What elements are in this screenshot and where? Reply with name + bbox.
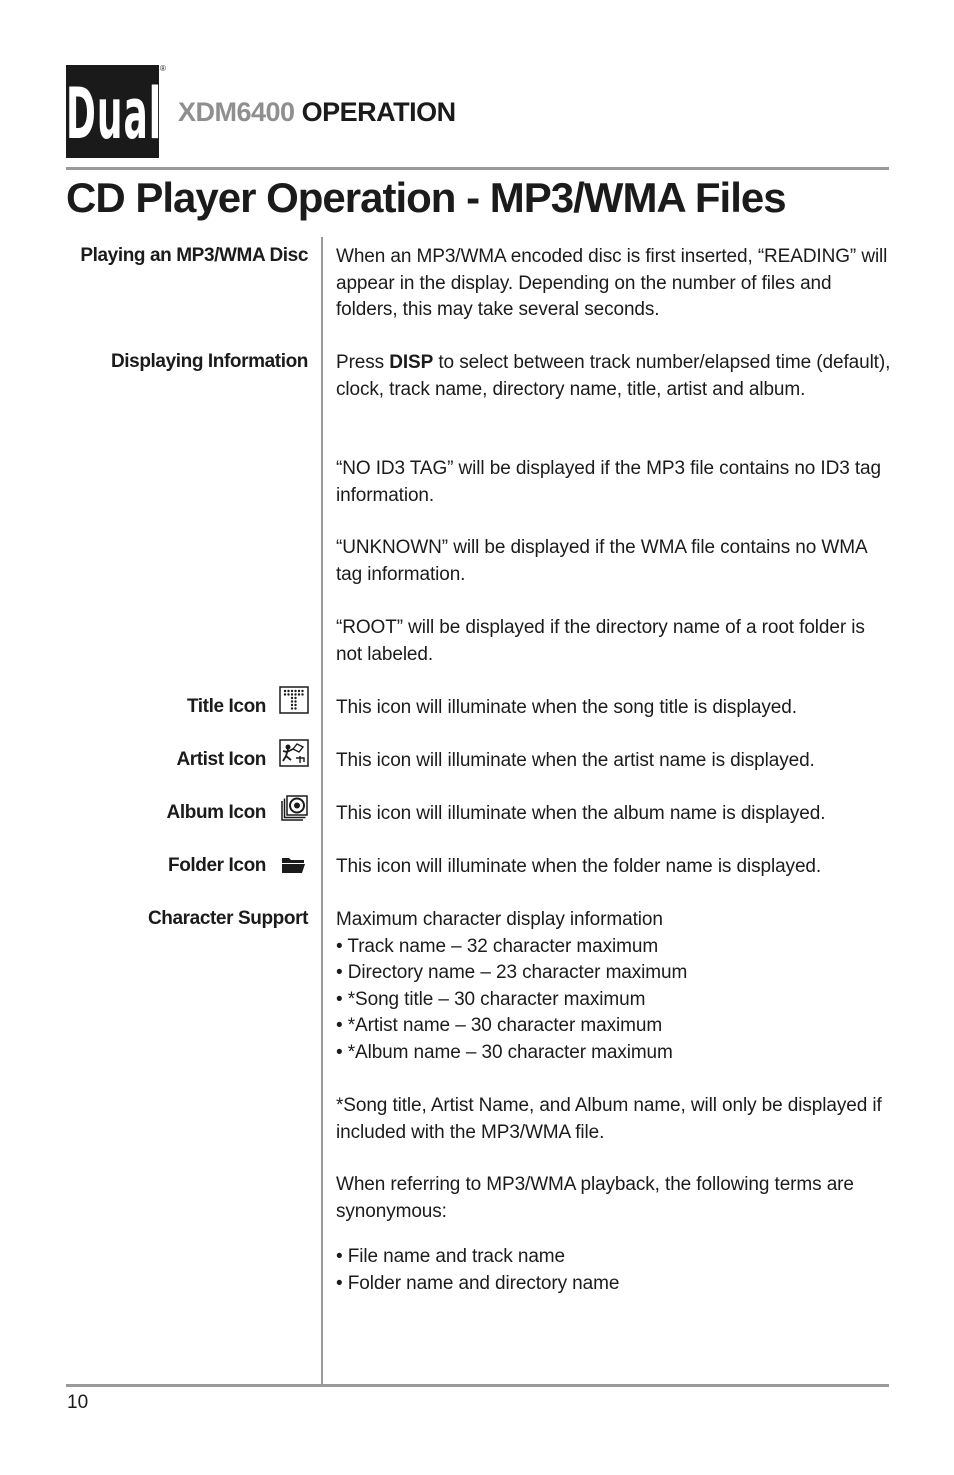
list-item: • Directory name – 23 character maximum [336, 962, 688, 984]
terms-intro: When referring to MP3/WMA playback, the following terms are synonymous: [336, 1174, 854, 1222]
list-item: • *Album name – 30 character maximum [336, 1041, 673, 1063]
text-unknown [336, 535, 896, 588]
section-name: OPERATION [301, 97, 456, 127]
folder-icon [279, 852, 309, 880]
list-item: • Track name – 32 character maximum [336, 935, 659, 957]
text-folder-icon [336, 854, 896, 881]
text-album-icon [336, 801, 896, 828]
title-icon [279, 686, 309, 714]
label-playing: Playing an MP3/WMA Disc [80, 245, 308, 266]
label-title-icon: Title Icon [186, 696, 266, 717]
logo-text: Dual [66, 75, 163, 156]
artist-icon [279, 739, 309, 767]
text-artist-icon [336, 748, 896, 775]
folder-icon-desc: This icon will illuminate when the folder name is displayed. [336, 856, 822, 877]
label-album-icon: Album Icon [166, 802, 266, 823]
top-rule [66, 167, 889, 170]
list-item: • File name and track name [336, 1246, 565, 1267]
model-name: XDM6400 [178, 97, 295, 127]
page-number: 10 [67, 1392, 89, 1413]
album-icon [279, 794, 309, 822]
title-icon-desc: This icon will illuminate when the song title is displayed. [336, 697, 797, 718]
disp-button-label: DISP [389, 352, 434, 373]
text-terms-intro [336, 1172, 896, 1225]
displaying-p4: “ROOT” will be displayed if the directory name of a root folder is not labeled. [336, 617, 865, 665]
character-intro: Maximum character display information [336, 909, 663, 930]
label-displaying: Displaying Information [110, 351, 308, 372]
product-header [178, 97, 456, 128]
list-item: • *Song title – 30 character maximum [336, 988, 646, 1010]
text-root [336, 615, 896, 668]
text-terms-list [336, 1244, 896, 1297]
text-title-icon [336, 695, 896, 722]
text-character-support [336, 907, 896, 1067]
character-note: *Song title, Artist Name, and Album name, will only be displayed if included with the MP3/WMA file. [336, 1095, 882, 1143]
column-divider [321, 237, 323, 1385]
label-folder-icon: Folder Icon [168, 855, 266, 876]
list-item: • *Artist name – 30 character maximum [336, 1015, 663, 1037]
dual-logo [66, 65, 163, 158]
list-item: • Folder name and directory name [336, 1272, 620, 1294]
p1-prefix: Press [336, 352, 390, 373]
playing-paragraph: When an MP3/WMA encoded disc is first inserted, “READING” will appear in the display. Depending on the number of files and folders, this may take several seconds. [336, 246, 888, 321]
registered-mark: ® [160, 64, 166, 73]
text-displaying [336, 350, 896, 403]
displaying-p2: “NO ID3 TAG” will be displayed if the MP3 file contains no ID3 tag information. [336, 458, 881, 506]
label-character-support: Character Support [147, 908, 308, 929]
text-character-note [336, 1093, 896, 1146]
p1-suffix: to select between track number/elapsed time (default), clock, track name, directory name, title, artist and album. [336, 352, 891, 400]
text-no-id3 [336, 456, 896, 509]
label-artist-icon: Artist Icon [176, 749, 266, 770]
displaying-p1 [336, 350, 896, 403]
bottom-rule [66, 1384, 889, 1387]
displaying-p3: “UNKNOWN” will be displayed if the WMA file contains no WMA tag information. [336, 537, 867, 585]
artist-icon-desc: This icon will illuminate when the artist name is displayed. [336, 750, 815, 771]
album-icon-desc: This icon will illuminate when the album name is displayed. [336, 803, 826, 824]
page-title: CD Player Operation - MP3/WMA Files [66, 174, 786, 221]
text-playing [336, 244, 896, 324]
